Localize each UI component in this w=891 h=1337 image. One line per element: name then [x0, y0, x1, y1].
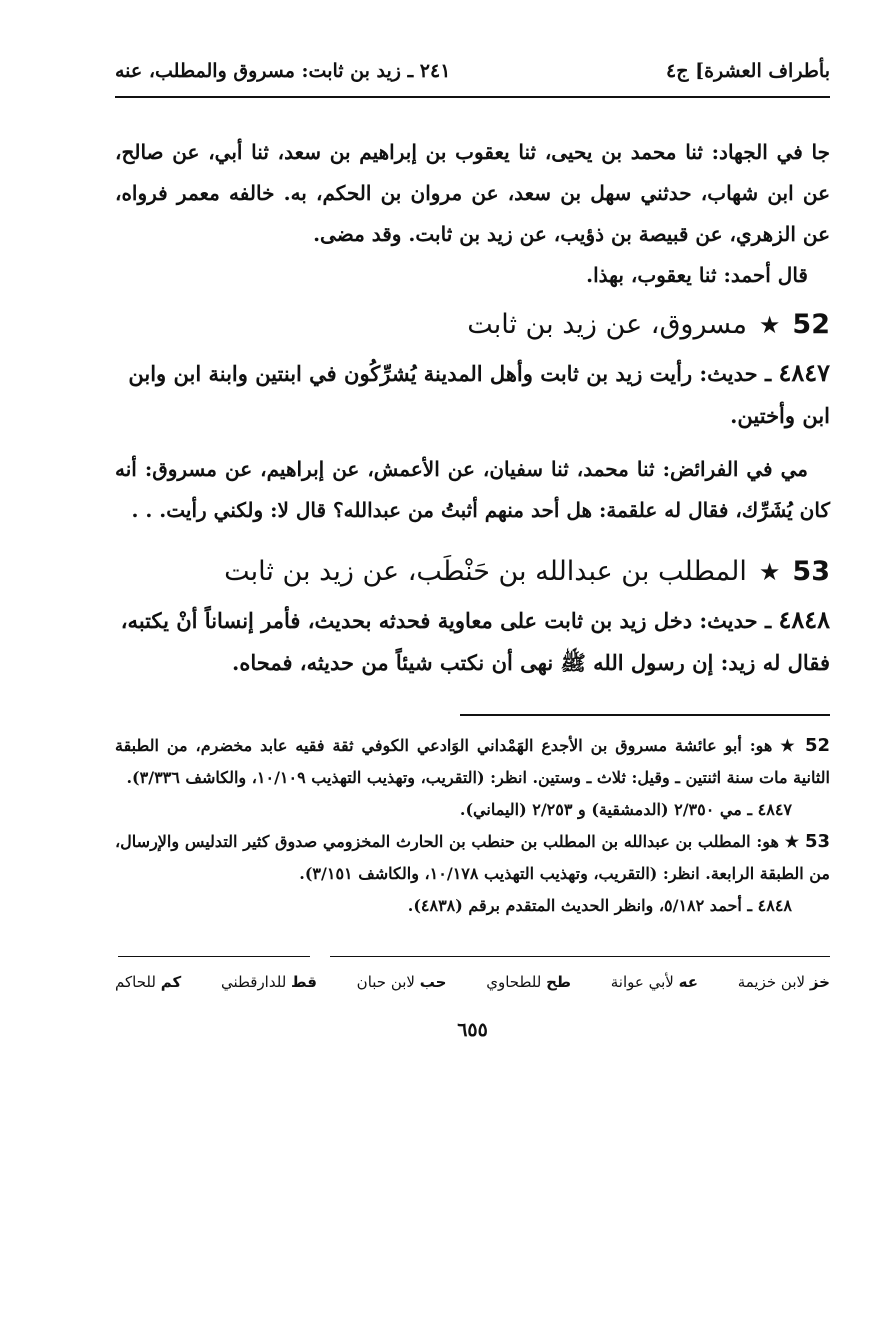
hadith-4847: [115, 352, 830, 437]
star-icon: ★: [784, 832, 800, 851]
section-title: مسروق، عن زيد بن ثابت: [467, 309, 747, 340]
abbreviation-item: عه لأبي عوانة: [610, 973, 698, 991]
section-title: المطلب بن عبدالله بن حَنْطَب، عن زيد بن ثابت: [224, 556, 747, 587]
section-heading-52: [115, 300, 830, 350]
page-number: ٦٥٥: [457, 1019, 488, 1041]
star-icon: ★: [780, 736, 797, 755]
abbreviation-item: كم للحاكم: [115, 973, 182, 991]
footnote-text: هو: المطلب بن عبدالله بن المطلب بن حنطب بن الحارث المخزومي صدوق كثير التدليس والإرسال، من الطبقة الرابعة. انظر: (التقريب، وتهذيب التهذيب ١٠/١٧٨، والكاشف ٣/١٥١).: [115, 832, 830, 883]
book-page: [115, 60, 830, 1041]
header-chapter-title: ٢٤١ ـ زيد بن ثابت: مسروق والمطلب، عنه: [115, 60, 451, 82]
footnote-4848: ٤٨٤٨ ـ أحمد ٥/١٨٢، وانظر الحديث المتقدم برقم (٤٨٣٨).: [407, 896, 792, 915]
footnote-number: 53: [804, 831, 830, 852]
paragraph-darimi-faraid: مي في الفرائض: ثنا محمد، ثنا سفيان، عن الأعمش، عن إبراهيم، عن مسروق: أنه كان يُشَرِّك، فقال له علقمة: هل أحد منهم أثبتُ من عبدالله؟ قال لا: ولكني رأيت. . .: [115, 457, 830, 522]
hadith-text: ـ حديث: دخل زيد بن ثابت على معاوية فحدثه بحديث، فأمر إنساناً أنْ يكتبه، فقال له زيد: إن رسول الله ﷺ نهى أن نكتب شيئاً من حديثه، فمحاه.: [120, 608, 830, 675]
hadith-number: ٤٨٤٨: [778, 605, 830, 634]
paragraph-ahmad-note: قال أحمد: ثنا يعقوب، بهذا.: [586, 263, 808, 287]
star-icon: ★: [758, 311, 781, 339]
footnote-53: [115, 826, 830, 890]
footnote-52: [115, 730, 830, 794]
hadith-number: ٤٨٤٧: [778, 358, 830, 387]
footnote-text: هو: أبو عائشة مسروق بن الأجدع الهَمْداني الوَادعي الكوفي ثقة فقيه عابد مخضرم، من الطبقة الثانية مات سنة اثنتين ـ وقيل: ثلاث ـ وستين. انظر: (التقريب، وتهذيب التهذيب ١٠/١٠٩، والكاشف ٣/٣٣٦).: [115, 736, 830, 787]
abbreviations-legend: [115, 973, 830, 991]
abbreviation-item: خز لابن خزيمة: [737, 973, 830, 991]
footnote-divider: [460, 714, 830, 716]
section-number: 52: [792, 309, 830, 340]
paragraph-chain-of-narration: جا في الجهاد: ثنا محمد بن يحيى، ثنا يعقوب بن إبراهيم بن سعد، ثنا أبي، عن صالح، عن ابن شهاب، حدثني سهل بن سعد، عن مروان بن الحكم، به. خالفه معمر فرواه، عن الزهري، عن قبيصة بن ذؤيب، عن زيد بن ثابت. وقد مضى.: [115, 140, 830, 246]
footnote-4847: ٤٨٤٧ ـ مي ٢/٣٥٠ (الدمشقية) و ٢/٢٥٣ (اليماني).: [459, 800, 792, 819]
star-icon: ★: [758, 558, 781, 586]
abbreviations-divider: [115, 956, 830, 957]
abbreviation-item: حب لابن حبان: [356, 973, 447, 991]
hadith-4848: [115, 599, 830, 684]
header-book-title: بأطراف العشرة] ج٤: [666, 60, 830, 82]
section-number: 53: [792, 556, 830, 587]
abbreviation-item: قط للدارقطني: [220, 973, 317, 991]
hadith-text: ـ حديث: رأيت زيد بن ثابت وأهل المدينة يُشرِّكُون في ابنتين وابنة ابن وابن ابن وأختين.: [128, 361, 830, 428]
running-header: [115, 60, 830, 98]
section-heading-53: [115, 547, 830, 597]
abbreviation-item: طح للطحاوي: [486, 973, 572, 991]
footnote-number: 52: [804, 735, 830, 756]
